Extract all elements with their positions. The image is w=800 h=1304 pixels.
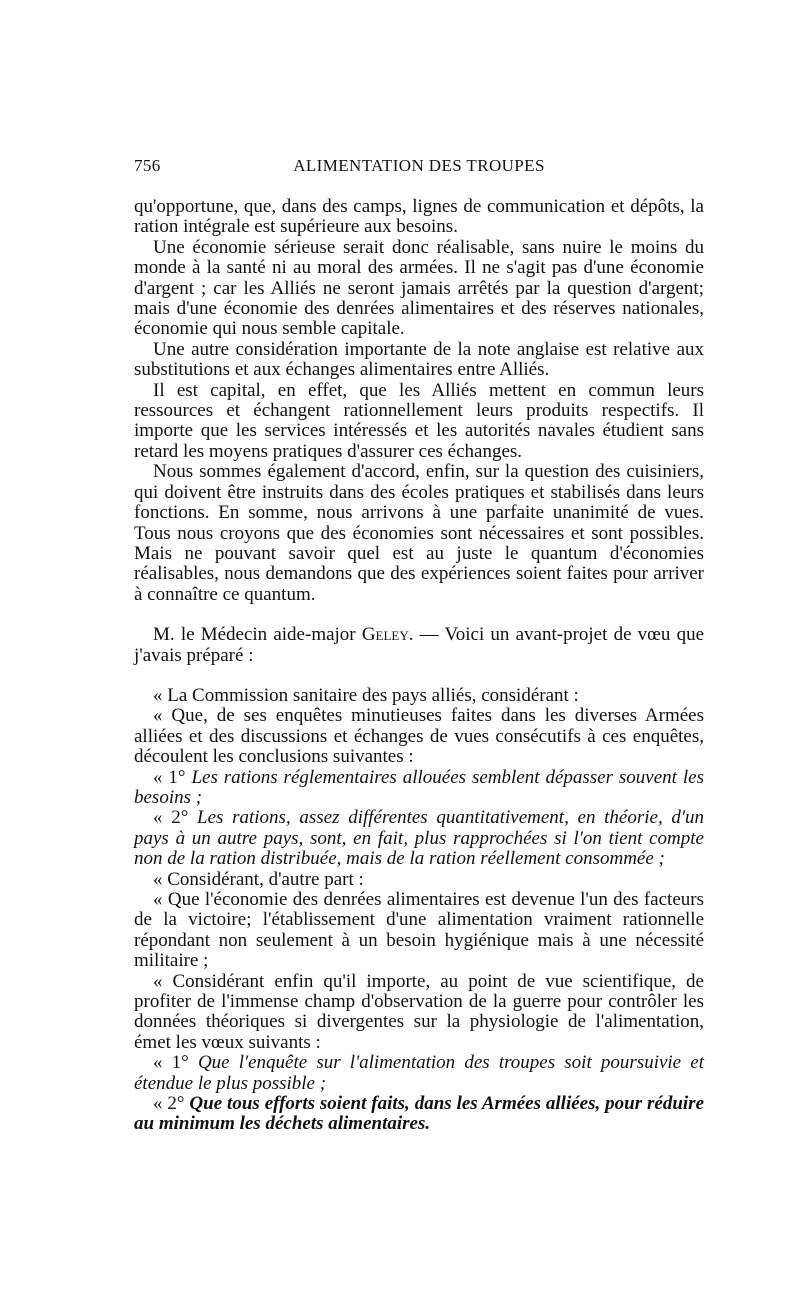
body-text <box>134 197 704 1135</box>
speaker-text: — Voici un avant-projet de vœu que j'avais préparé : <box>134 624 704 666</box>
page-header <box>134 156 704 184</box>
paragraph: Il est capital, en effet, que les Alliés mettent en commun leurs ressources et échangent rationnellement leurs produits respectifs. Il importe que les services intéressés et les autorités navales étudient sans retard les moyens pratiques d'assurer ces échanges. <box>134 379 704 462</box>
item-text: Les rations réglementaires allouées semblent dépasser souvent les besoins ; <box>134 766 704 808</box>
speaker-name: Geley. <box>361 624 414 646</box>
paragraph: qu'opportune, que, dans des camps, lignes de communication et dépôts, la ration intégrale est supérieure aux besoins. <box>134 196 704 238</box>
item-prefix: « 2° <box>153 807 197 829</box>
resolution-paragraph: « Que, de ses enquêtes minutieuses faites dans les diverses Armées alliées et des discussions et échanges de vues consécutifs à ces enquêtes, découlent les conclusions suivantes : <box>134 705 704 768</box>
running-title: ALIMENTATION DES TROUPES <box>293 156 545 175</box>
resolution-paragraph: « Que l'économie des denrées alimentaires est devenue l'un des facteurs de la victoire; l'établissement d'une alimentation vraiment rationnelle répondant non seulement à un besoin hygiénique mais à une nécessité militaire ; <box>134 889 704 972</box>
paragraph: Une autre considération importante de la note anglaise est relative aux substitutions et aux échanges alimentaires entre Alliés. <box>134 338 704 381</box>
paragraph: Une économie sérieuse serait donc réalisable, sans nuire le moins du monde à la santé ni au moral des armées. Il ne s'agit pas d'une économie d'argent ; car les Alliés ne seront jamais arrêtés par la question d'argent; mais d'une économie des denrées alimentaires et des réserves nationales, économie qui nous semble capitale. <box>134 236 704 340</box>
resolution-item <box>134 1094 704 1135</box>
item-prefix: « 1° <box>153 1052 198 1074</box>
speaker-title: M. le Médecin aide-major <box>153 624 356 646</box>
resolution-paragraph: « La Commission sanitaire des pays alliés, considérant : <box>153 684 579 706</box>
resolution-paragraph: « Considérant, d'autre part : <box>153 868 364 890</box>
resolution-item <box>134 768 704 809</box>
page-number: 756 <box>134 156 161 175</box>
resolution-paragraph: « Considérant enfin qu'il importe, au point de vue scientifique, de profiter de l'immense champ d'observation de la guerre pour contrôler les données théoriques si divergentes sur la physiologie de l'alimentation, émet les vœux suivants : <box>134 970 704 1053</box>
resolution-item <box>134 1053 704 1094</box>
resolution-item <box>134 808 704 869</box>
item-text: Les rations, assez différentes quantitativement, en théorie, d'un pays à un autre pays, sont, en fait, plus rapprochées si l'on tient compte non de la ration distribuée, mais de la ration réellement consommée ; <box>134 807 704 870</box>
item-text: Que tous efforts soient faits, dans les Armées alliées, pour réduire au minimum les déchets alimentaires. <box>134 1093 704 1135</box>
item-prefix: « 2° <box>153 1093 190 1115</box>
item-text: Que l'enquête sur l'alimentation des troupes soit poursuivie et étendue le plus possible ; <box>134 1052 704 1094</box>
item-prefix: « 1° <box>153 766 192 788</box>
paragraph: Nous sommes également d'accord, enfin, sur la question des cuisiniers, qui doivent être instruits dans des écoles pratiques et stabilisés dans leurs fonctions. En somme, nous arrivons à une parfaite unanimité de vues. Tous nous croyons que des économies sont nécessaires et sont possibles. Mais ne pouvant savoir quel est au juste le quantum d'économies réalisables, nous demandons que des expériences soient faites pour arriver à connaître ce quantum. <box>134 461 704 605</box>
speaker-paragraph <box>134 625 704 666</box>
